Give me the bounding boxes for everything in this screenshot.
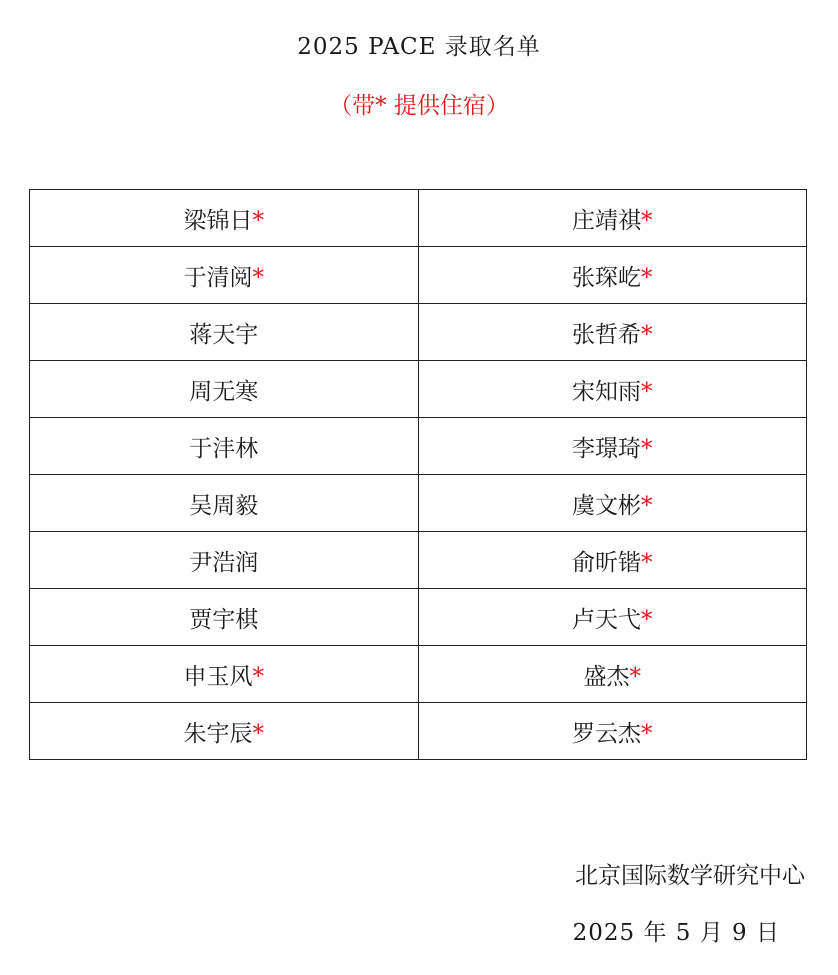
left-name-cell: [30, 475, 419, 532]
table-row: [30, 190, 807, 247]
table-row: [30, 304, 807, 361]
left-name-cell: [30, 532, 419, 589]
table-row: [30, 361, 807, 418]
student-name: 尹浩润: [189, 549, 259, 576]
document-title: 2025 PACE 录取名单: [297, 34, 541, 60]
accommodation-star: *: [641, 207, 653, 234]
admission-list-body: [30, 190, 807, 760]
accommodation-star: *: [252, 720, 264, 747]
accommodation-star: *: [641, 606, 653, 633]
student-name: 虞文彬: [572, 492, 641, 519]
student-name: 申玉风: [183, 663, 253, 690]
right-name-cell: [418, 703, 807, 760]
accommodation-star: *: [641, 264, 653, 291]
student-name: 庄靖祺: [572, 207, 641, 234]
accommodation-star: *: [641, 720, 653, 747]
table-row: [30, 532, 807, 589]
right-name-cell: [418, 532, 807, 589]
issue-date: 2025 年 5 月 9 日: [572, 920, 780, 946]
student-name: 罗云杰: [572, 720, 641, 747]
student-name: 于清阅: [183, 264, 253, 291]
left-name-cell: [30, 190, 419, 247]
student-name: 吴周毅: [189, 492, 259, 519]
student-name: 于沣林: [189, 435, 259, 462]
student-name: 张哲希: [572, 321, 641, 348]
table-row: [30, 475, 807, 532]
right-name-cell: [418, 589, 807, 646]
student-name: 盛杰: [583, 663, 630, 690]
accommodation-star: *: [252, 264, 264, 291]
left-name-cell: [30, 361, 419, 418]
admission-list-table: [29, 189, 807, 760]
accommodation-star: *: [641, 435, 653, 462]
student-name: 贾宇棋: [189, 606, 259, 633]
right-name-cell: [418, 304, 807, 361]
student-name: 俞昕锴: [572, 549, 641, 576]
table-row: [30, 589, 807, 646]
left-name-cell: [30, 418, 419, 475]
accommodation-star: *: [641, 378, 653, 405]
student-name: 周无寒: [189, 378, 259, 405]
accommodation-star: *: [252, 663, 264, 690]
table-row: [30, 646, 807, 703]
accommodation-star: *: [641, 321, 653, 348]
student-name: 宋知雨: [572, 378, 641, 405]
right-name-cell: [418, 361, 807, 418]
right-name-cell: [418, 646, 807, 703]
right-name-cell: [418, 247, 807, 304]
accommodation-note: （带* 提供住宿）: [329, 93, 509, 119]
right-name-cell: [418, 190, 807, 247]
table-row: [30, 247, 807, 304]
accommodation-star: *: [629, 663, 641, 690]
student-name: 蒋天宇: [189, 321, 259, 348]
right-name-cell: [418, 475, 807, 532]
student-name: 梁锦日: [183, 207, 253, 234]
accommodation-star: *: [641, 492, 653, 519]
student-name: 李璟琦: [572, 435, 641, 462]
accommodation-star: *: [641, 549, 653, 576]
table-row: [30, 703, 807, 760]
left-name-cell: [30, 304, 419, 361]
student-name: 朱宇辰: [183, 720, 253, 747]
left-name-cell: [30, 703, 419, 760]
left-name-cell: [30, 247, 419, 304]
table-row: [30, 418, 807, 475]
organization-name: 北京国际数学研究中心: [575, 863, 805, 889]
left-name-cell: [30, 589, 419, 646]
student-name: 卢天弋: [572, 606, 641, 633]
student-name: 张琛屹: [572, 264, 641, 291]
left-name-cell: [30, 646, 419, 703]
accommodation-star: *: [252, 207, 264, 234]
right-name-cell: [418, 418, 807, 475]
